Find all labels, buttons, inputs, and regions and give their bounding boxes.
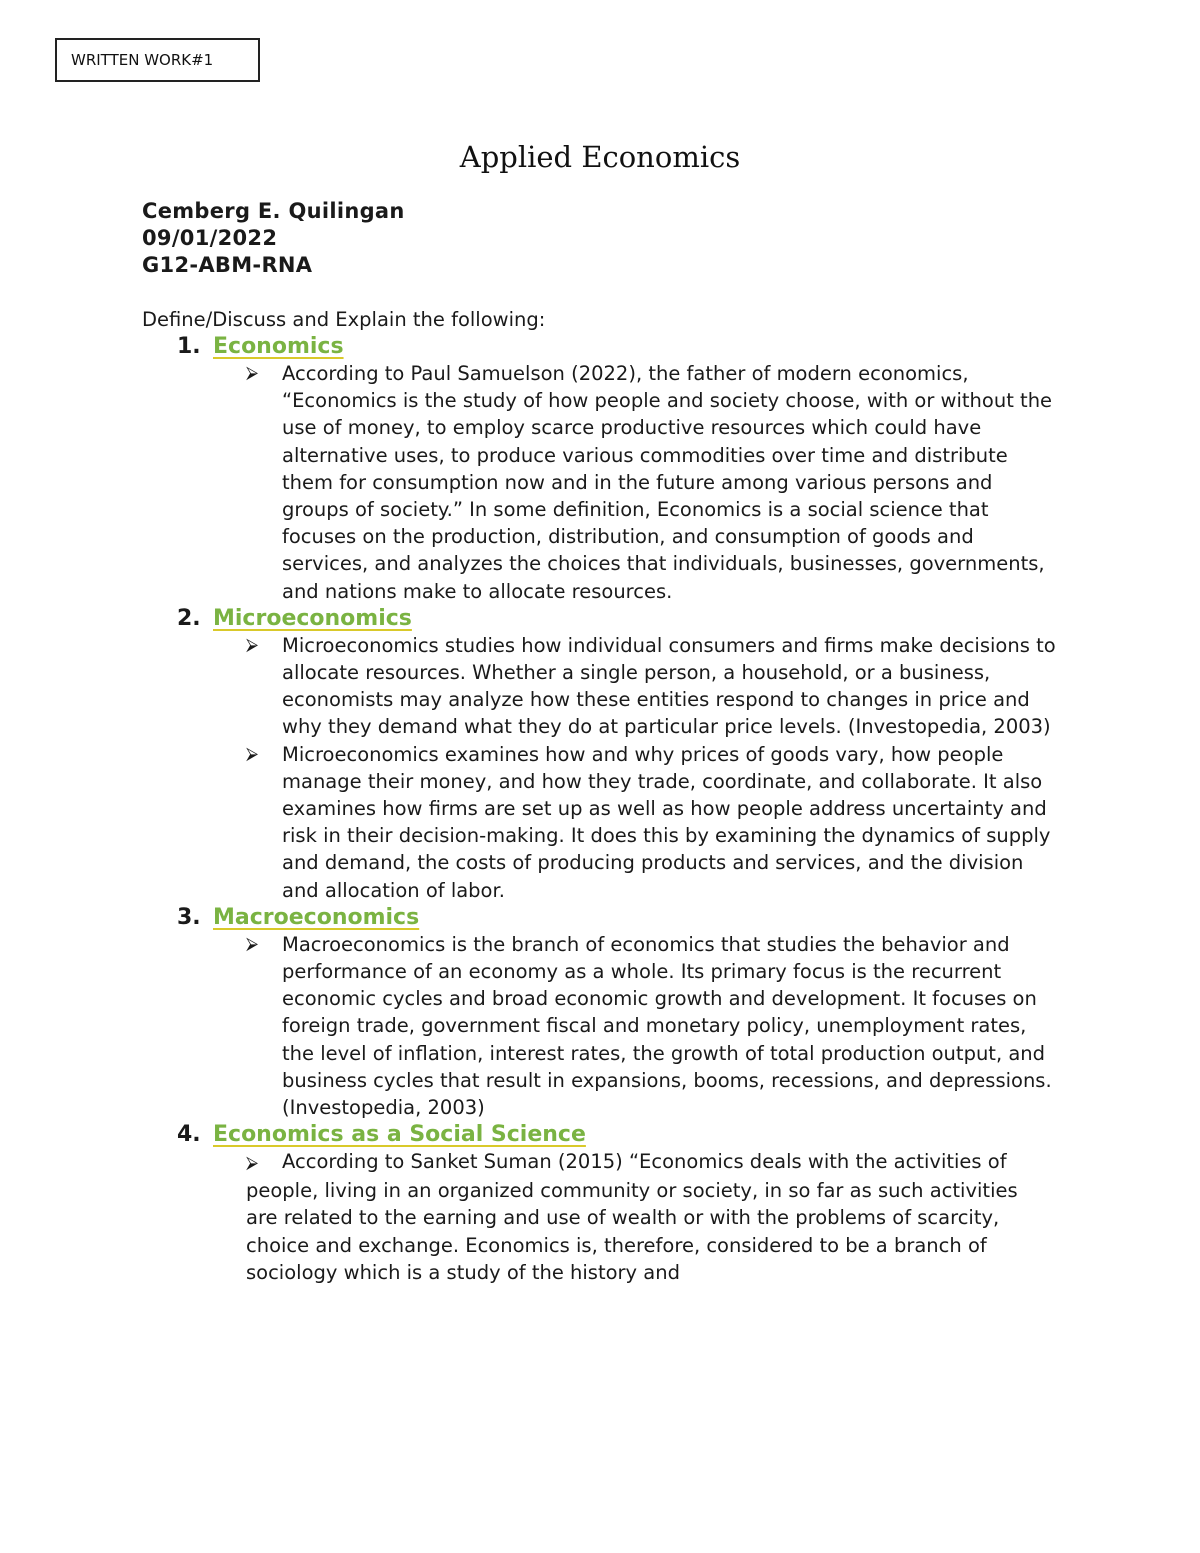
list-item-heading <box>177 333 1200 360</box>
bullet-paragraph <box>246 931 1062 1121</box>
list-item-heading <box>177 605 1200 632</box>
arrow-bullet-icon: ⮚ <box>246 1153 259 1174</box>
instructions: Define/Discuss and Explain the following: <box>142 308 546 331</box>
list-term: Microeconomics <box>213 605 412 631</box>
arrow-bullet-icon: ⮚ <box>246 363 259 383</box>
list-number: 2. <box>177 605 201 631</box>
bullet-text: Microeconomics examines how and why prices of goods vary, how people manage their money, and how they trade, coordinate, and collaborate. It also examines how firms are set up as well as how people address uncertainty and risk in their decision-making. It does this by examining the dynamics of supply and demand, the costs of producing products and services, and the division and allocation of labor. <box>282 742 1051 902</box>
document-title: Applied Economics <box>459 140 741 174</box>
bullet-text: According to Sanket Suman (2015) “Economics deals with the activities of people, living in an organized community or society, in so far as such activities are related to the earning and use of wealth or with the problems of scarcity, choice and exchange. Economics is, therefore, considered to be a branch of sociology which is a study of the history and <box>246 1150 1018 1284</box>
bullet-paragraph <box>246 360 1062 605</box>
bullet-text: Microeconomics studies how individual consumers and firms make decisions to allocate resources. Whether a single person, a household, or a business, economists may analyze how these entities respond to changes in price and why they demand what they do at particular price levels. (Investopedia, 2003) <box>282 633 1056 739</box>
arrow-bullet-icon: ⮚ <box>246 634 259 655</box>
numbered-list <box>0 333 1200 1286</box>
author-date: 09/01/2022 <box>142 226 278 250</box>
bullet-paragraph <box>246 741 1062 904</box>
bullet-paragraph <box>246 632 1062 741</box>
bullet-paragraph <box>246 1148 1026 1286</box>
author-name: Cemberg E. Quilingan <box>142 199 405 223</box>
written-work-label-box <box>55 38 260 82</box>
list-number: 4. <box>177 1122 201 1148</box>
bullet-text-wrapper <box>246 1148 1026 1286</box>
written-work-label: WRITTEN WORK#1 <box>71 51 214 69</box>
author-block <box>142 198 405 279</box>
bullet-text: According to Paul Samuelson (2022), the father of modern economics, “Economics is the study of how people and society choose, with or without the use of money, to employ scarce productive resources which could have alternative uses, to produce various commodities over time and distribute them for consumption now and in the future among various persons and groups of society.” In some definition, Economics is a social science that focuses on the production, distribution, and consumption of goods and services, and analyzes the choices that individuals, businesses, governments, and nations make to allocate resources. <box>282 362 1053 603</box>
list-term: Economics as a Social Science <box>213 1122 586 1148</box>
list-number: 1. <box>177 334 201 359</box>
list-term: Macroeconomics <box>213 904 420 930</box>
list-number: 3. <box>177 904 201 930</box>
list-term: Economics <box>213 334 344 359</box>
list-item-heading <box>177 1121 1200 1148</box>
bullet-text: Macroeconomics is the branch of economics that studies the behavior and performance of an economy as a whole. Its primary focus is the recurrent economic cycles and broad economic growth and development. It focuses on foreign trade, government fiscal and monetary policy, unemployment rates, the level of inflation, interest rates, the growth of total production output, and business cycles that result in expansions, booms, recessions, and depressions. (Investopedia, 2003) <box>282 932 1052 1120</box>
arrow-bullet-icon: ⮚ <box>246 933 259 954</box>
list-item-heading <box>177 904 1200 931</box>
author-section: G12-ABM-RNA <box>142 253 313 277</box>
arrow-bullet-icon: ⮚ <box>246 743 259 764</box>
